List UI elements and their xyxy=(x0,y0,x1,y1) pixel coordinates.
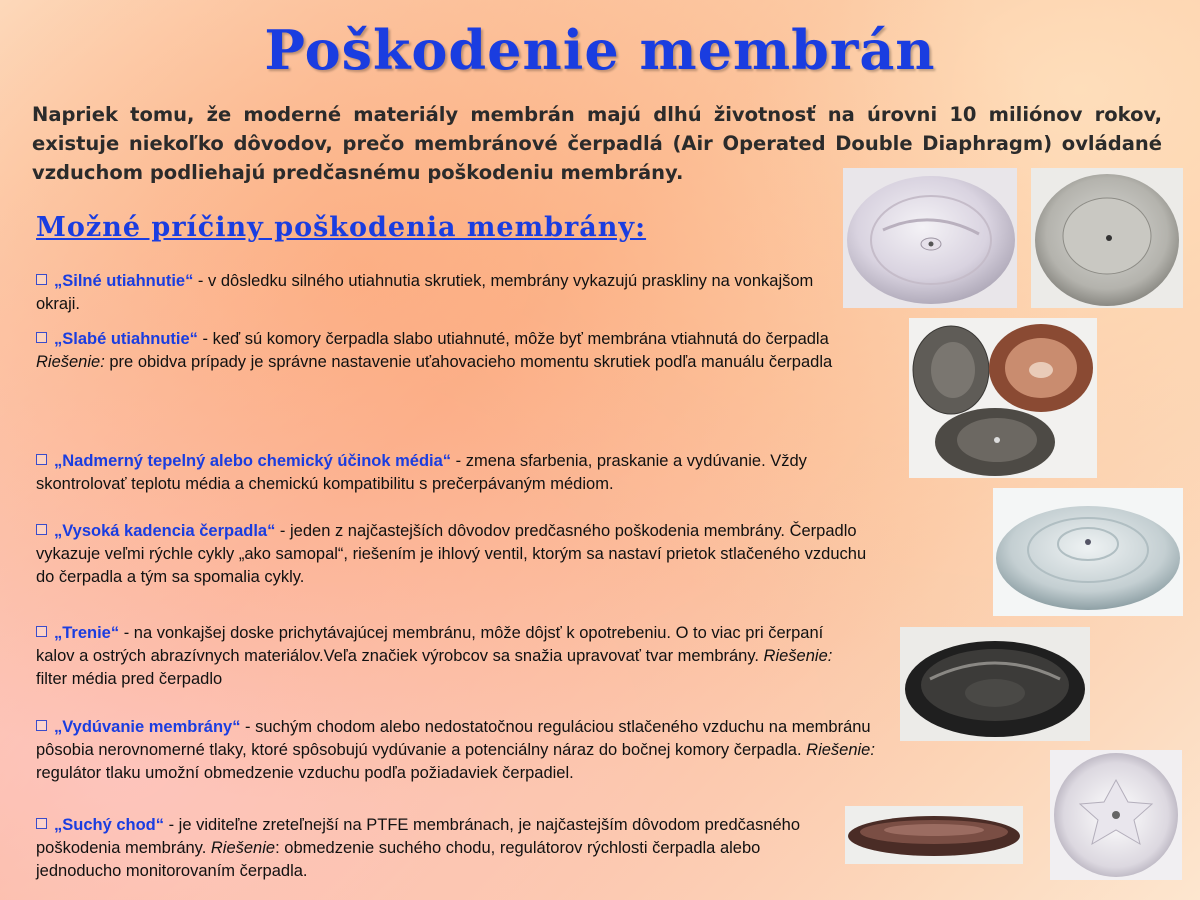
photo-cracked-diaphragm xyxy=(843,168,1017,308)
solution-text: filter média pred čerpadlo xyxy=(36,670,223,688)
cause-name: „Trenie“ xyxy=(54,624,120,642)
cause-text: - suchým chodom alebo nedostatočnou reguláciou stlačeného vzduchu na membránu pôsobia nerovnomerné tlaky, ktoré spôsobujú vydúvanie a potenciálny náraz do bočnej komory čerpadla. xyxy=(36,718,871,759)
causes-heading: Možné príčiny poškodenia membrány: xyxy=(36,212,647,243)
solution-label: Riešenie: xyxy=(806,741,875,759)
bullet-icon xyxy=(36,818,47,829)
cause-item-dry-run xyxy=(36,814,826,883)
cause-text: - je viditeľne zreteľnejší na PTFE membránach, je najčastejším dôvodom predčasného poškodenia membrány. xyxy=(36,816,801,857)
bullet-icon xyxy=(36,524,47,535)
cause-text: - na vonkajšej doske prichytávajúcej membránu, môže dôjsť k opotrebeniu. O to viac pri čerpaní kalov a ostrých abrazívnych materiálov.Veľa značiek výrobcov sa snažia upravovať tvar membrány. xyxy=(36,624,824,665)
cause-item-thermal-chemical xyxy=(36,450,886,496)
cause-name: „Slabé utiahnutie“ xyxy=(54,330,198,348)
bullet-icon xyxy=(36,626,47,637)
photo-dry-run-diaphragm xyxy=(845,806,1023,864)
slide-title: Poškodenie membrán xyxy=(264,18,936,82)
solution-label: Riešenie: xyxy=(36,353,105,371)
photo-ptfe-diaphragm xyxy=(1050,750,1182,880)
solution-label: Riešenie xyxy=(210,839,276,857)
cause-name: „Suchý chod“ xyxy=(54,816,165,834)
photo-bulged-diaphragm xyxy=(993,488,1183,616)
cause-name: „Vydúvanie membrány“ xyxy=(54,718,241,736)
cause-item-friction xyxy=(36,622,866,691)
cause-name: „Silné utiahnutie“ xyxy=(54,272,194,290)
bullet-icon xyxy=(36,454,47,465)
cause-text: - jeden z najčastejších dôvodov predčasného poškodenia membrány. Čerpadlo vykazuje veľmi rýchle cykly „ako samopal“, riešením je ihlový ventil, ktorým sa nastaví prietok stlačeného vzduchu do čerpadla a tým sa spomalia cykly. xyxy=(36,522,867,586)
cause-name: „Nadmerný tepelný alebo chemický účinok média“ xyxy=(54,452,452,470)
bullet-icon xyxy=(36,274,47,285)
cause-name: „Vysoká kadencia čerpadla“ xyxy=(54,522,276,540)
cause-item-weak-tightening xyxy=(36,328,866,374)
cause-item-bulging xyxy=(36,716,876,785)
cause-item-high-cadence xyxy=(36,520,886,589)
solution-text: regulátor tlaku umožní obmedzenie vzduchu podľa požiadaviek čerpadiel. xyxy=(36,764,574,782)
photo-friction-wear xyxy=(900,627,1090,741)
intro-paragraph: Napriek tomu, že moderné materiály membrán majú dlhú životnosť na úrovni 10 miliónov rokov, existuje niekoľko dôvodov, prečo membránové čerpadlá (Air Operated Double Diaphragm) ovládané vzduchom podliehajú predčasnému poškodeniu membrány. xyxy=(32,103,1162,184)
cause-text: - keď sú komory čerpadla slabo utiahnuté, môže byť membrána vtiahnutá do čerpadla xyxy=(197,330,829,348)
solution-text: : obmedzenie suchého chodu, regulátorov rýchlosti čerpadla alebo jednoducho monitorovaním čerpadla. xyxy=(36,839,761,880)
photo-worn-diaphragm xyxy=(1031,168,1183,308)
cause-item-strong-tightening xyxy=(36,270,826,316)
cause-text: - zmena sfarbenia, praskanie a vydúvanie. Vždy skontrolovať teplotu média a chemickú kompatibilitu s prečerpávaným médiom. xyxy=(36,452,807,493)
bullet-icon xyxy=(36,720,47,731)
solution-text: pre obidva prípady je správne nastavenie uťahovacieho momentu skrutiek podľa manuálu čerpadla xyxy=(104,353,833,371)
bullet-icon xyxy=(36,332,47,343)
cause-text: - v dôsledku silného utiahnutia skrutiek, membrány vykazujú praskliny na vonkajšom okraji. xyxy=(36,272,814,313)
solution-label: Riešenie: xyxy=(763,647,833,665)
photo-discolored-diaphragms xyxy=(909,318,1097,478)
